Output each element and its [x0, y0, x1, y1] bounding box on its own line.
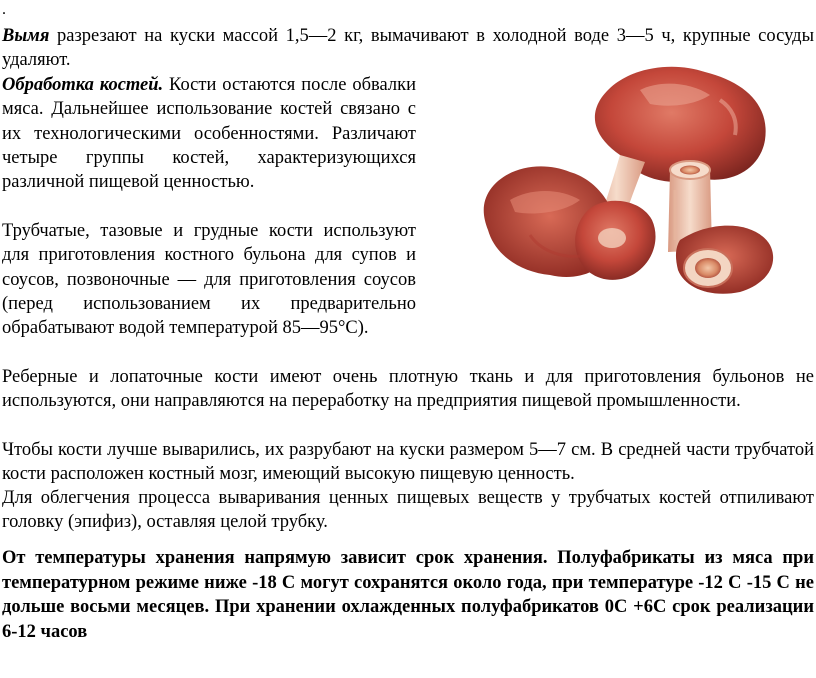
top-mark: .	[2, 1, 6, 18]
paragraph-text: Реберные и лопаточные кости имеют очень плотную ткань и для приготовления бульонов не используются, они направляются на переработку на предприятия пищевой промышленности.	[2, 367, 814, 412]
storage-note	[2, 546, 814, 644]
paragraph-tubular-bones	[2, 219, 416, 340]
storage-note-text: От температуры хранения напрямую зависит срок хранения. Полуфабрикаты из мяса при температурном режиме ниже -18 С могут сохранятся около года, при температуре -12 С -15 С не дольше восьми месяцев. При хранении охлажденных полуфабрикатов 0С +6С срок реализации 6-12 часов	[2, 548, 814, 642]
paragraph-text: разрезают на куски массой 1,5—2 кг, вымачивают в холодной воде 3—5 ч, крупные сосуды удаляют.	[2, 26, 814, 71]
paragraph-text: Трубчатые, тазовые и грудные кости используют для приготовления костного бульона для супов и соусов, позвоночные — для приготовления соусов (перед использованием их предварительно обрабатывают водой температурой 85—95°С).	[2, 221, 416, 339]
paragraph-text: Для облегчения процесса вываривания ценных пищевых веществ у трубчатых костей отпиливают головку (эпифиз), оставляя целой трубку.	[2, 488, 814, 533]
paragraph-lead: Обработка костей.	[2, 75, 164, 95]
bones-photo	[470, 60, 800, 310]
paragraph-rib-bones	[2, 365, 814, 414]
paragraph-text: Чтобы кости лучше выварились, их разрубают на куски размером 5—7 см. В средней части трубчатой кости расположен костный мозг, имеющий высокую пищевую ценность.	[2, 440, 814, 485]
paragraph-lead: Вымя	[2, 26, 50, 46]
paragraph-text: Кости остаются после обвалки мяса. Дальнейшее использование костей связано с их технологическими особенностями. Различают четыре группы костей, характеризующихся различной пищевой ценностью.	[2, 75, 416, 193]
paragraph-chopping	[2, 438, 814, 487]
paragraph-bone-processing	[2, 73, 416, 194]
paragraph-epiphysis	[2, 486, 814, 535]
